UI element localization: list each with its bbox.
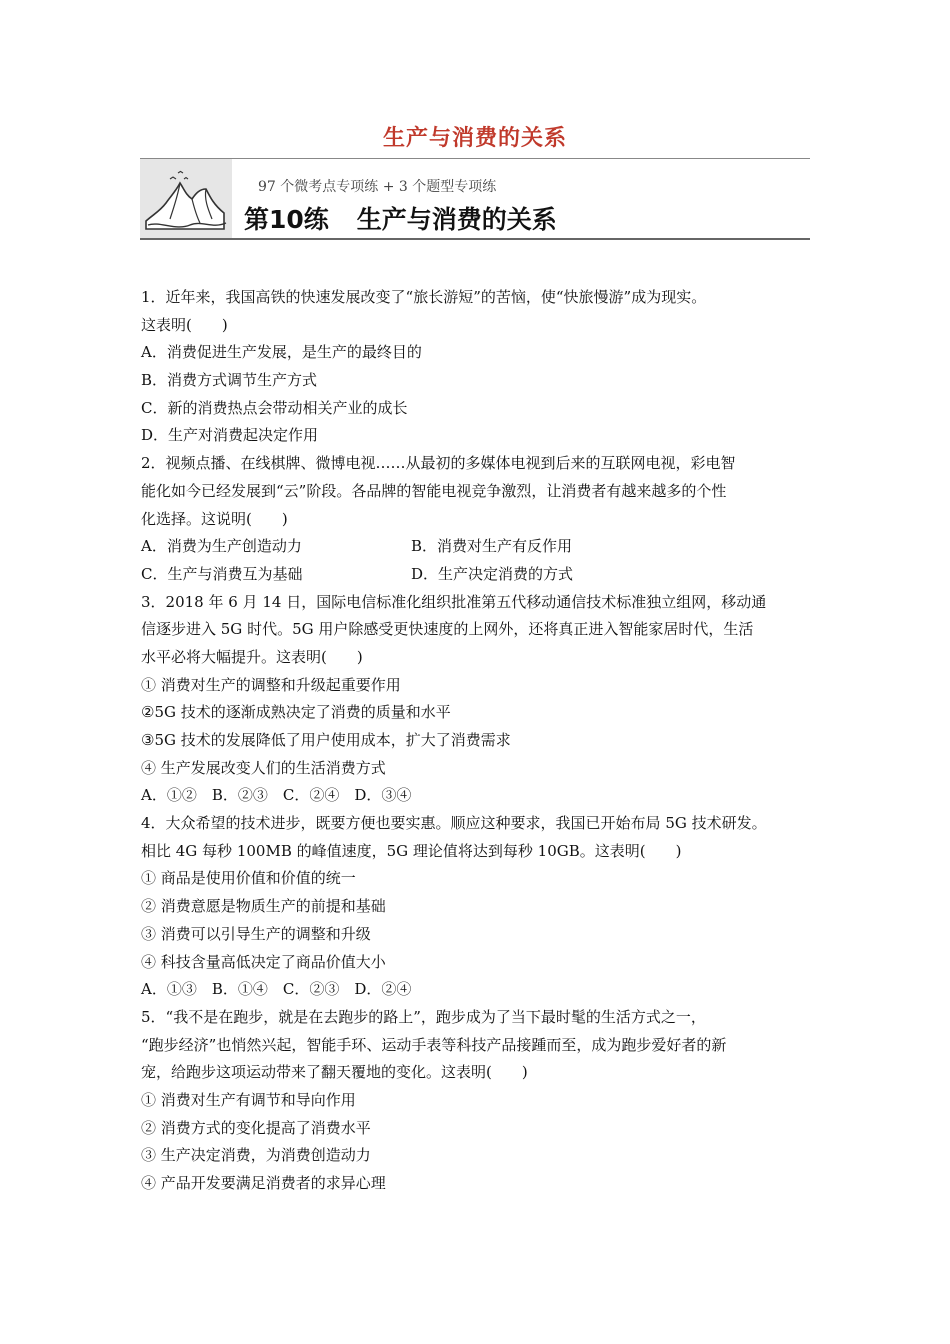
question-2-option-d: D．生产决定消费的方式 bbox=[411, 564, 574, 583]
question-4-statement-2: ② 消费意愿是物质生产的前提和基础 bbox=[141, 897, 386, 916]
practice-heading bbox=[244, 200, 557, 236]
question-3-stem-line-3: 水平必将大幅提升。这表明( ) bbox=[141, 647, 363, 666]
question-2-option-b: B．消费对生产有反作用 bbox=[411, 537, 573, 556]
question-5-stem-line-1: 5．“我不是在跑步，就是在去跑步的路上”，跑步成为了当下最时髦的生活方式之一， bbox=[141, 1007, 706, 1026]
question-2-options-row-1 bbox=[141, 533, 821, 561]
question-list bbox=[141, 284, 821, 1198]
question-3-statement-4: ④ 生产发展改变人们的生活消费方式 bbox=[141, 758, 386, 777]
question-5-stem-line-2: “跑步经济”也悄然兴起，智能手环、运动手表等科技产品接踵而至，成为跑步爱好者的新 bbox=[141, 1035, 727, 1054]
question-3-statement-2: ②5G 技术的逐渐成熟决定了消费的质量和水平 bbox=[141, 703, 451, 722]
banner-bottom-rule bbox=[140, 238, 810, 240]
question-1-option-c: C．新的消费热点会带动相关产业的成长 bbox=[141, 398, 408, 417]
question-2-option-c: C．生产与消费互为基础 bbox=[141, 564, 303, 583]
question-2-option-a: A．消费为生产创造动力 bbox=[141, 537, 302, 556]
question-1-option-b: B．消费方式调节生产方式 bbox=[141, 371, 318, 390]
question-5-statement-4: ④ 产品开发要满足消费者的求异心理 bbox=[141, 1174, 386, 1192]
banner-top-rule bbox=[140, 158, 810, 159]
question-3-stem-line-1: 3．2018 年 6 月 14 日，国际电信标准化组织批准第五代移动通信技术标准独立组网，移动通 bbox=[141, 592, 767, 611]
question-1-option-a: A．消费促进生产发展，是生产的最终目的 bbox=[141, 343, 422, 362]
question-4-stem-line-1: 4．大众希望的技术进步，既要方便也要实惠。顺应这种要求，我国已开始布局 5G 技术研发。 bbox=[141, 814, 767, 833]
practice-title: 生产与消费的关系 bbox=[356, 205, 557, 234]
question-2-stem-line-2: 能化如今已经发展到“云”阶段。各品牌的智能电视竞争激烈，让消费者有越来越多的个性 bbox=[141, 481, 727, 500]
question-3-statement-3: ③5G 技术的发展降低了用户使用成本，扩大了消费需求 bbox=[141, 731, 511, 749]
question-5-statement-2: ② 消费方式的变化提高了消费水平 bbox=[141, 1118, 371, 1137]
question-4-stem-line-2: 相比 4G 每秒 100MB 的峰值速度，5G 理论值将达到每秒 10GB。这表明( ) bbox=[141, 841, 682, 860]
question-1-stem-line-2: 这表明( ) bbox=[141, 315, 228, 334]
page-title: 生产与消费的关系 bbox=[382, 126, 567, 151]
mountain-landscape-icon bbox=[140, 159, 232, 238]
question-2-stem-line-1: 2．视频点播、在线棋牌、微博电视……从最初的多媒体电视到后来的互联网电视，彩电智 bbox=[141, 454, 736, 473]
question-4-statement-4: ④ 科技含量高低决定了商品价值大小 bbox=[141, 952, 386, 971]
practice-number: 第10练 bbox=[244, 205, 329, 234]
question-5-stem-line-3: 宠，给跑步这项运动带来了翻天覆地的变化。这表明( ) bbox=[141, 1063, 528, 1082]
question-3-stem-line-2: 信逐步进入 5G 时代。5G 用户除感受更快速度的上网外，还将真正进入智能家居时代，生活 bbox=[141, 620, 754, 639]
question-4-statement-3: ③ 消费可以引导生产的调整和升级 bbox=[141, 924, 371, 943]
question-4-statement-1: ① 商品是使用价值和价值的统一 bbox=[141, 869, 356, 888]
question-1-option-d: D．生产对消费起决定作用 bbox=[141, 426, 319, 445]
question-3-statement-1: ① 消费对生产的调整和升级起重要作用 bbox=[141, 675, 401, 694]
question-4-answer-choices: A．①③ B．①④ C．②③ D．②④ bbox=[141, 980, 412, 999]
question-2-options-row-2 bbox=[141, 561, 821, 589]
practice-banner bbox=[140, 158, 810, 240]
question-3-answer-choices: A．①② B．②③ C．②④ D．③④ bbox=[141, 786, 412, 805]
banner-subtitle: 97 个微考点专项练 + 3 个题型专项练 bbox=[258, 179, 497, 195]
question-5-statement-3: ③ 生产决定消费，为消费创造动力 bbox=[141, 1146, 371, 1165]
question-1-stem-line-1: 1．近年来，我国高铁的快速发展改变了“旅长游短”的苦恼，使“快旅慢游”成为现实。 bbox=[141, 288, 707, 306]
question-5-statement-1: ① 消费对生产有调节和导向作用 bbox=[141, 1090, 356, 1109]
question-2-stem-line-3: 化选择。这说明( ) bbox=[141, 509, 288, 528]
